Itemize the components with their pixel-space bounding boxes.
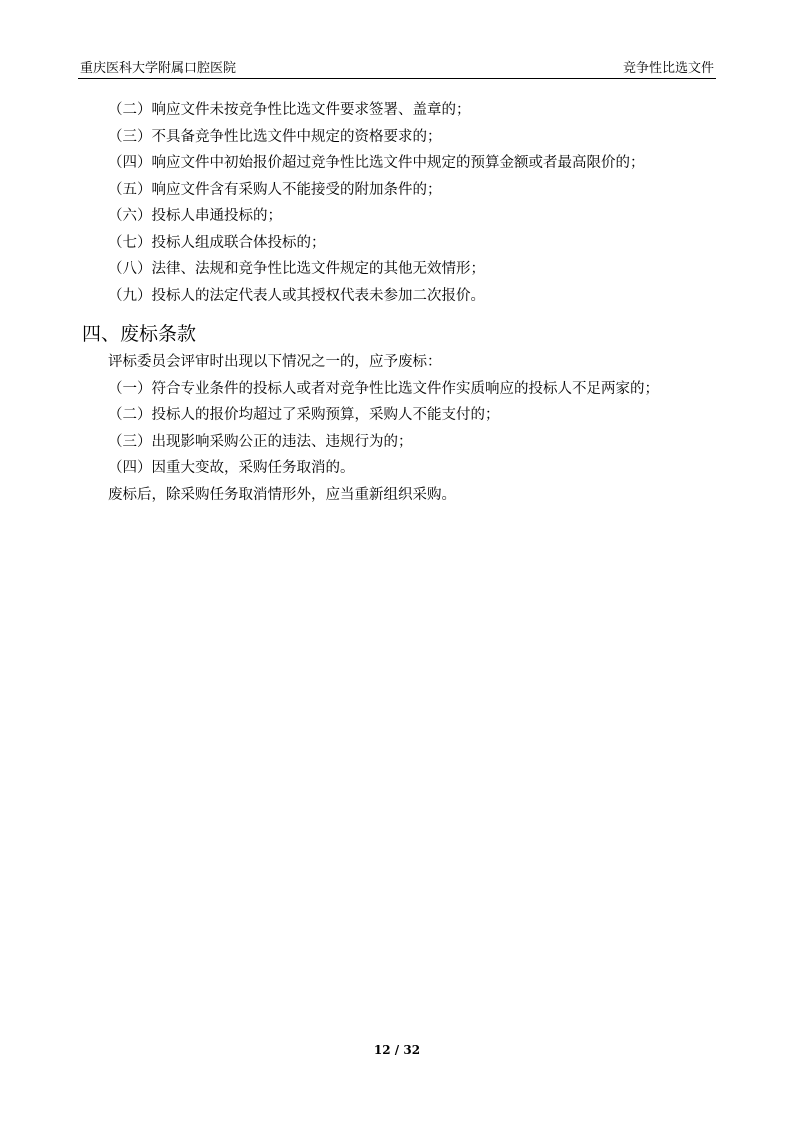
list-item: （三）不具备竞争性比选文件中规定的资格要求的； xyxy=(108,128,442,145)
section-intro: 评标委员会评审时出现以下情况之一的，应予废标： xyxy=(108,354,442,370)
document-body xyxy=(82,97,722,508)
page-number: 12 / 32 xyxy=(373,1043,421,1057)
list-item: （二）响应文件未按竞争性比选文件要求签署、盖章的； xyxy=(108,102,471,118)
list-item: （三）出现影响采购公正的违法、违规行为的； xyxy=(108,433,413,450)
section-heading: 四、废标条款 xyxy=(82,323,197,345)
list-item: （六）投标人串通投标的； xyxy=(108,208,282,224)
list-item: （一）符合专业条件的投标人或者对竞争性比选文件作实质响应的投标人不足两家的； xyxy=(108,380,659,397)
list-item: （四）因重大变故，采购任务取消的。 xyxy=(108,460,355,476)
closing-paragraph: 废标后，除采购任务取消情形外，应当重新组织采购。 xyxy=(108,486,456,503)
list-item: （八）法律、法规和竞争性比选文件规定的其他无效情形； xyxy=(108,261,485,277)
header-organization: 重庆医科大学附属口腔医院 xyxy=(80,61,237,76)
list-item: （七）投标人组成联合体投标的； xyxy=(108,234,326,251)
list-item: （二）投标人的报价均超过了采购预算，采购人不能支付的； xyxy=(108,407,500,423)
header-document-type: 竞争性比选文件 xyxy=(622,61,714,76)
invalid-bid-list xyxy=(82,97,722,309)
list-item: （四）响应文件中初始报价超过竞争性比选文件中规定的预算金额或者最高限价的； xyxy=(108,155,645,171)
page-header xyxy=(78,52,716,79)
list-item: （五）响应文件含有采购人不能接受的附加条件的； xyxy=(108,181,442,198)
list-item: （九）投标人的法定代表人或其授权代表未参加二次报价。 xyxy=(108,287,485,304)
cancellation-clause-section xyxy=(82,321,722,508)
